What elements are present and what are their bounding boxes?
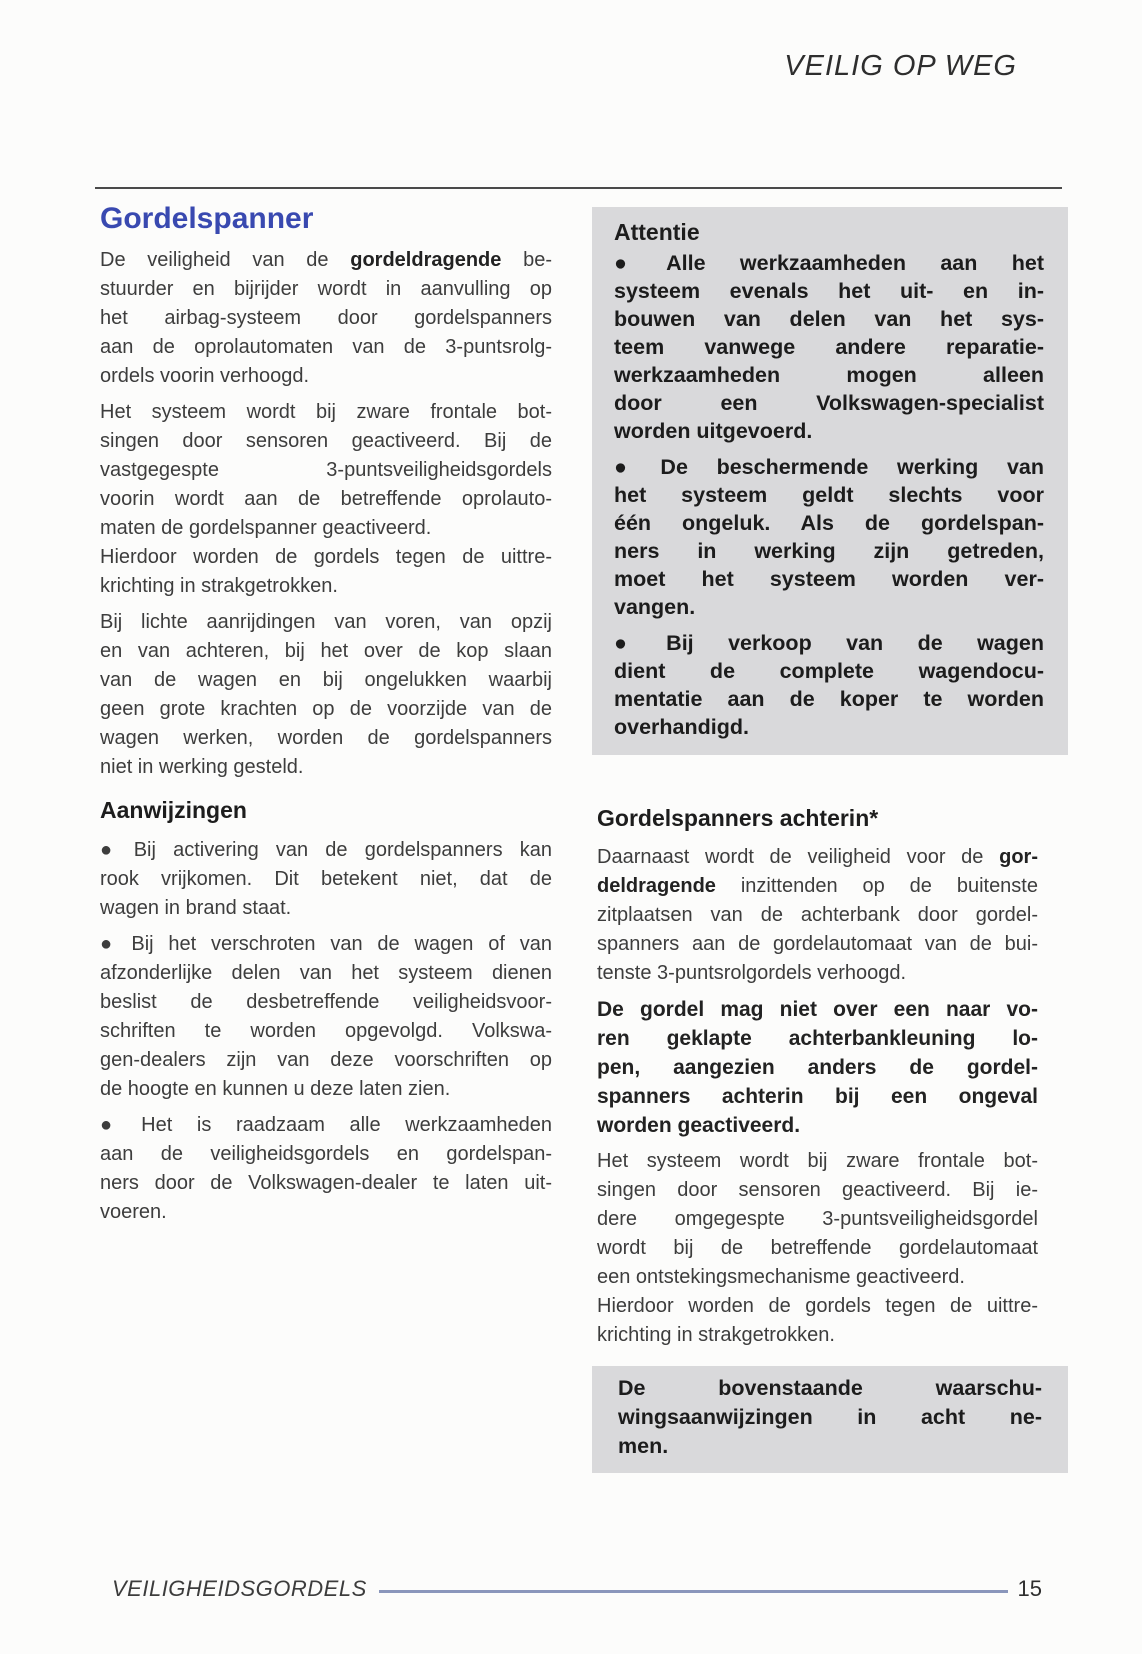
text-line: krichting in strakgetrokken.: [100, 575, 338, 597]
page-header-title: VEILIG OP WEG: [784, 50, 1017, 82]
text-line: Het systeem wordt bij zware frontale bot-: [597, 1150, 1038, 1172]
text-line: singen door sensoren geactiveerd. Bij ie-: [597, 1179, 1038, 1201]
text-line: ● De beschermende werking van: [614, 455, 1044, 479]
text-line: overhandigd.: [614, 715, 749, 739]
text-line: ● Bij activering van de gordelspanners kan: [100, 839, 552, 861]
box-paragraph: [614, 453, 1044, 621]
rear-system-paragraph: [597, 1147, 1068, 1350]
box-paragraph: [614, 629, 1044, 741]
system-paragraph: [100, 398, 552, 601]
text-line: wordt bij de betreffende gordelautomaat: [597, 1237, 1038, 1259]
text-line: door een Volkswagen-specialist: [614, 391, 1044, 415]
text-line: zitplaatsen van de achterbank door gordel-: [597, 904, 1038, 926]
left-column-content: [100, 246, 552, 1227]
intro-paragraph: [100, 246, 552, 391]
text-line: rook vrijkomen. Dit betekent niet, dat de: [100, 868, 552, 890]
right-column: [592, 207, 1068, 1473]
text-line: teem vanwege andere reparatie-: [614, 335, 1044, 359]
footer-rule: [379, 1590, 1008, 1593]
text-line: gen-dealers zijn van deze voorschriften op: [100, 1049, 552, 1071]
text-line: moet het systeem worden ver-: [614, 567, 1044, 591]
text-line: ners door de Volkswagen-dealer te laten uit-: [100, 1172, 552, 1194]
text-line: spanners achterin bij een ongeval: [597, 1085, 1038, 1108]
text-line: aan de oprolautomaten van de 3-puntsrolg-: [100, 336, 552, 358]
box-paragraph: [614, 249, 1044, 445]
text-line: mentatie aan de koper te worden: [614, 687, 1044, 711]
footer-section-label: VEILIGHEIDSGORDELS: [112, 1576, 367, 1601]
smoke-bullet: [100, 836, 552, 923]
text-line: ● Bij verkoop van de wagen: [614, 631, 1044, 655]
text-line: systeem evenals het uit- en in-: [614, 279, 1044, 303]
aanwijzingen-heading: Aanwijzingen: [100, 797, 247, 823]
text-line: schriften te worden opgevolgd. Volkswa-: [100, 1020, 552, 1042]
left-column: [100, 202, 552, 1234]
scrapping-bullet: [100, 930, 552, 1104]
box-paragraph: [618, 1374, 1042, 1461]
text-line: beslist de desbetreffende veiligheidsvoor-: [100, 991, 552, 1013]
text-line: Hierdoor worden de gordels tegen de uittre-: [597, 1295, 1038, 1317]
text-line: De veiligheid van de gordeldragende be-: [100, 249, 552, 271]
folded-seatback-warning: [597, 995, 1068, 1140]
text-line: pen, aangezien anders de gordel-: [597, 1056, 1038, 1079]
text-line: wagen werken, worden de gordelspanners: [100, 727, 552, 749]
text-line: voorin wordt aan de betreffende oprolauto-: [100, 488, 552, 510]
text-line: dient de complete wagendocu-: [614, 659, 1044, 683]
text-line: vastgegespte 3-puntsveiligheidsgordels: [100, 459, 552, 481]
attentie-box: [592, 207, 1068, 755]
text-line: worden geactiveerd.: [597, 1114, 801, 1137]
text-line: en van achteren, bij het over de kop slaan: [100, 640, 552, 662]
gordelspanners-achterin-heading: Gordelspanners achterin*: [597, 805, 879, 831]
text-line: maten de gordelspanner geactiveerd.: [100, 517, 432, 539]
text-line: Daarnaast wordt de veiligheid voor de gor-: [597, 846, 1038, 868]
text-line: aan de veiligheidsgordels en gordelspan-: [100, 1143, 552, 1165]
text-line: ● Bij het verschroten van de wagen of van: [100, 933, 552, 955]
header-rule: [95, 187, 1062, 189]
text-line: ● Het is raadzaam alle werkzaamheden: [100, 1114, 552, 1136]
rear-intro-paragraph: [597, 843, 1068, 988]
text-line: ren geklapte achterbankleuning lo-: [597, 1027, 1038, 1050]
text-line: men.: [618, 1434, 669, 1458]
text-line: Het systeem wordt bij zware frontale bot-: [100, 401, 552, 423]
text-line: voeren.: [100, 1201, 167, 1223]
text-line: geen grote krachten op de voorzijde van de: [100, 698, 552, 720]
text-line: stuurder en bijrijder wordt in aanvulling op: [100, 278, 552, 300]
text-line: krichting in strakgetrokken.: [597, 1324, 835, 1346]
text-line: ordels voorin verhoogd.: [100, 365, 310, 387]
text-line: werkzaamheden mogen alleen: [614, 363, 1044, 387]
page-footer: [112, 1576, 1042, 1602]
text-line: wagen in brand staat.: [100, 897, 292, 919]
text-line: tenste 3-puntsrolgordels verhoogd.: [597, 962, 907, 984]
text-line: De gordel mag niet over een naar vo-: [597, 998, 1038, 1021]
text-line: Hierdoor worden de gordels tegen de uittre-: [100, 546, 552, 568]
text-line: één ongeluk. Als de gordelspan-: [614, 511, 1044, 535]
text-line: ners in werking zijn getreden,: [614, 539, 1044, 563]
page-number: 15: [1017, 1576, 1042, 1601]
text-line: afzonderlijke delen van het systeem dienen: [100, 962, 552, 984]
text-line: bouwen van delen van het sys-: [614, 307, 1044, 331]
text-line: wingsaanwijzingen in acht ne-: [618, 1405, 1042, 1429]
dealer-bullet: [100, 1111, 552, 1227]
light-collision-paragraph: [100, 608, 552, 782]
text-line: van de wagen en bij ongelukken waarbij: [100, 669, 552, 691]
text-line: De bovenstaande waarschu-: [618, 1376, 1042, 1400]
section-title: Gordelspanner: [100, 202, 314, 235]
text-line: het airbag-systeem door gordelspanners: [100, 307, 552, 329]
text-line: deldragende inzittenden op de buitenste: [597, 875, 1038, 897]
box-heading: Attentie: [614, 219, 700, 245]
text-line: worden uitgevoerd.: [614, 419, 813, 443]
text-line: de hoogte en kunnen u deze laten zien.: [100, 1078, 451, 1100]
text-line: een ontstekingsmechanisme geactiveerd.: [597, 1266, 965, 1288]
text-line: niet in werking gesteld.: [100, 756, 304, 778]
text-line: het systeem geldt slechts voor: [614, 483, 1044, 507]
warning-box: [592, 1366, 1068, 1473]
text-line: spanners aan de gordelautomaat van de bui-: [597, 933, 1038, 955]
text-line: vangen.: [614, 595, 696, 619]
text-line: dere omgegespte 3-puntsveiligheidsgordel: [597, 1208, 1038, 1230]
text-line: Bij lichte aanrijdingen van voren, van opzij: [100, 611, 552, 633]
text-line: ● Alle werkzaamheden aan het: [614, 251, 1044, 275]
text-line: singen door sensoren geactiveerd. Bij de: [100, 430, 552, 452]
